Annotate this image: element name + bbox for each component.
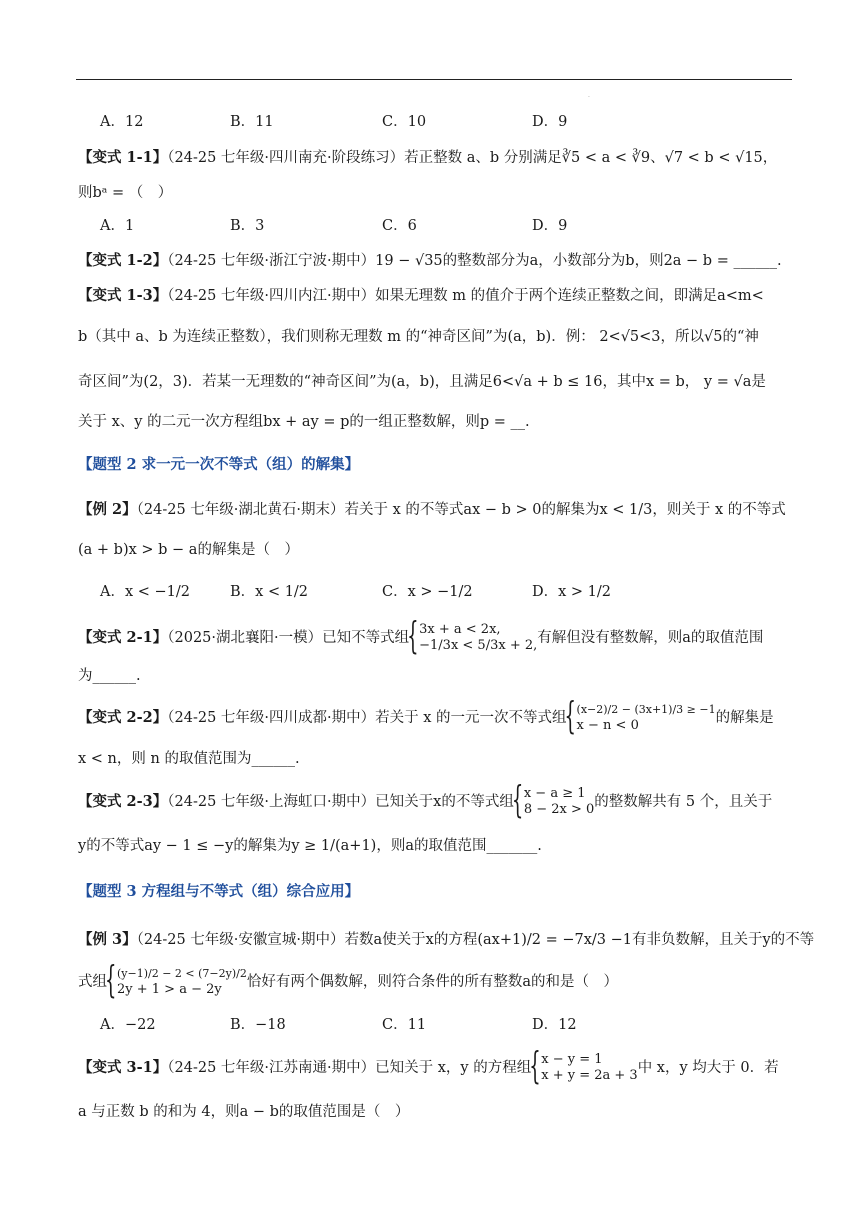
variant-3-1-line2: a 与正数 b 的和为 4，则a − b的取值范围是（ ） — [78, 1104, 410, 1120]
option-b: B．−18 — [230, 1017, 286, 1033]
example-3-line1 — [78, 930, 814, 950]
question-text: 19 − √35的整数部分为a，小数部分为b，则2a − b = ______. — [375, 253, 782, 269]
variant-2-3-line1 — [78, 784, 772, 820]
variant-1-2 — [78, 251, 782, 271]
source-label: （24-25 七年级·安徽宣城·期中） — [136, 932, 345, 948]
section-title-2: 【题型 2 求一元一次不等式（组）的解集】 — [78, 456, 360, 473]
variant-1-1-line1 — [78, 148, 777, 168]
system-row: { x − y = 1 — [541, 1052, 603, 1067]
variant-tag: 【变式 2-3】 — [78, 793, 168, 810]
option-c: C．10 — [382, 114, 427, 130]
variant-tag: 【变式 1-1】 — [78, 149, 168, 166]
question-text: 的解集是 — [715, 710, 774, 726]
option-d: D．9 — [532, 218, 568, 234]
source-label: （24-25 七年级·四川内江·期中） — [167, 288, 376, 304]
source-label: （24-25 七年级·上海虹口·期中） — [167, 794, 376, 810]
system-row: 2y + 1 > a − 2y — [117, 982, 222, 997]
question-text: 若正整数 a、b 分别满足∛5 < a < ∛9、√7 < b < √15， — [404, 150, 778, 166]
question-text: 若数a使关于x的方程(ax+1)/2 = −7x/3 −1有非负数解，且关于y的不等 — [344, 932, 815, 948]
section-title-3: 【题型 3 方程组与不等式（组）综合应用】 — [78, 883, 360, 900]
question-text: 中 x，y 均大于 0．若 — [637, 1060, 779, 1076]
question-text: 若关于 x 的一元一次不等式组 — [375, 710, 567, 726]
option-c: C．11 — [382, 1017, 427, 1033]
equation-system — [531, 1052, 637, 1084]
variant-2-1-line2: 为______. — [78, 668, 141, 684]
system-row: { (x−2)/2 − (3x+1)/3 ≥ −1 — [576, 703, 716, 716]
variant-2-3-line2: y的不等式ay − 1 ≤ −y的解集为y ≥ 1/(a+1)，则a的取值范围_______. — [78, 838, 542, 854]
example-3-line2 — [78, 962, 618, 1002]
question-text: 如果无理数 m 的值介于两个连续正整数之间，即满足a<m< — [375, 288, 764, 304]
source-label: （24-25 七年级·江苏南通·期中） — [167, 1060, 376, 1076]
example-2-line2: (a + b)x > b − a的解集是（ ） — [78, 542, 299, 558]
variant-tag: 【变式 1-2】 — [78, 252, 168, 269]
question-text: 已知关于x的不等式组 — [375, 794, 514, 810]
option-b: B．x < 1/2 — [230, 584, 309, 600]
variant-1-3-line4: 关于 x、y 的二元一次方程组bx + ay = p的一组正整数解，则p = __. — [78, 414, 530, 430]
system-row: x + y = 2a + 3 — [541, 1068, 638, 1083]
question-text: 的整数解共有 5 个，且关于 — [594, 794, 773, 810]
variant-tag: 【变式 3-1】 — [78, 1059, 168, 1076]
source-label: （2025·湖北襄阳·一模） — [167, 630, 323, 646]
variant-3-1-line1 — [78, 1050, 779, 1086]
option-b: B．11 — [230, 114, 274, 130]
source-label: （24-25 七年级·湖北黄石·期末） — [136, 502, 345, 518]
example-tag: 【例 2】 — [78, 501, 137, 518]
option-d: D．9 — [532, 114, 568, 130]
question-text: 已知关于 x，y 的方程组 — [375, 1060, 532, 1076]
header-rule — [76, 79, 792, 80]
option-a: A．1 — [100, 218, 135, 234]
variant-2-2-line2: x < n，则 n 的取值范围为______. — [78, 751, 300, 767]
option-a: A．12 — [100, 114, 144, 130]
question-text: 若关于 x 的不等式ax − b > 0的解集为x < 1/3，则关于 x 的不等式 — [344, 502, 786, 518]
question-text: 已知不等式组 — [322, 630, 410, 646]
example-tag: 【例 3】 — [78, 931, 137, 948]
inequality-system — [107, 966, 247, 998]
question-text: 恰好有两个偶数解，则符合条件的所有整数a的和是（ ） — [246, 974, 619, 990]
system-row: { x − a ≥ 1 — [523, 786, 586, 801]
question-text: 式组 — [78, 974, 107, 990]
header-dot: . — [588, 92, 590, 99]
variant-1-3-line2: b（其中 a、b 为连续正整数），我们则称无理数 m 的“神奇区间”为(a，b)．例： 2<√5<3，所以√5的“神 — [78, 329, 759, 345]
variant-1-3-line1 — [78, 286, 764, 306]
source-label: （24-25 七年级·四川南充·阶段练习） — [167, 150, 405, 166]
variant-tag: 【变式 2-2】 — [78, 709, 168, 726]
option-c: C．x > −1/2 — [382, 584, 473, 600]
inequality-system — [567, 702, 716, 734]
system-row: 8 − 2x > 0 — [523, 802, 595, 817]
variant-1-3-line3: 奇区间”为(2，3)．若某一无理数的“神奇区间”为(a，b)，且满足6<√a + b ≤ 16，其中x = b， y = √a是 — [78, 374, 766, 390]
inequality-system — [514, 786, 594, 818]
option-a: A．−22 — [100, 1017, 156, 1033]
option-c: C．6 — [382, 218, 417, 234]
variant-1-1-line2: 则bᵃ = （ ） — [78, 185, 173, 201]
variant-2-2-line1 — [78, 700, 774, 736]
option-d: D．x > 1/2 — [532, 584, 612, 600]
option-d: D．12 — [532, 1017, 577, 1033]
example-2-line1 — [78, 500, 786, 520]
option-b: B．3 — [230, 218, 265, 234]
source-label: （24-25 七年级·浙江宁波·期中） — [167, 253, 376, 269]
system-row: { 3x + a < 2x, — [419, 622, 501, 637]
source-label: （24-25 七年级·四川成都·期中） — [167, 710, 376, 726]
inequality-system — [409, 622, 537, 654]
variant-tag: 【变式 2-1】 — [78, 629, 168, 646]
option-a: A．x < −1/2 — [100, 584, 191, 600]
system-row: −1/3x < 5/3x + 2, — [419, 638, 538, 653]
variant-tag: 【变式 1-3】 — [78, 287, 168, 304]
system-row: x − n < 0 — [576, 718, 639, 733]
system-row: { (y−1)/2 − 2 < (7−2y)/2 — [117, 967, 247, 980]
variant-2-1-line1 — [78, 620, 763, 656]
question-text: 有解但没有整数解，则a的取值范围 — [537, 630, 764, 646]
